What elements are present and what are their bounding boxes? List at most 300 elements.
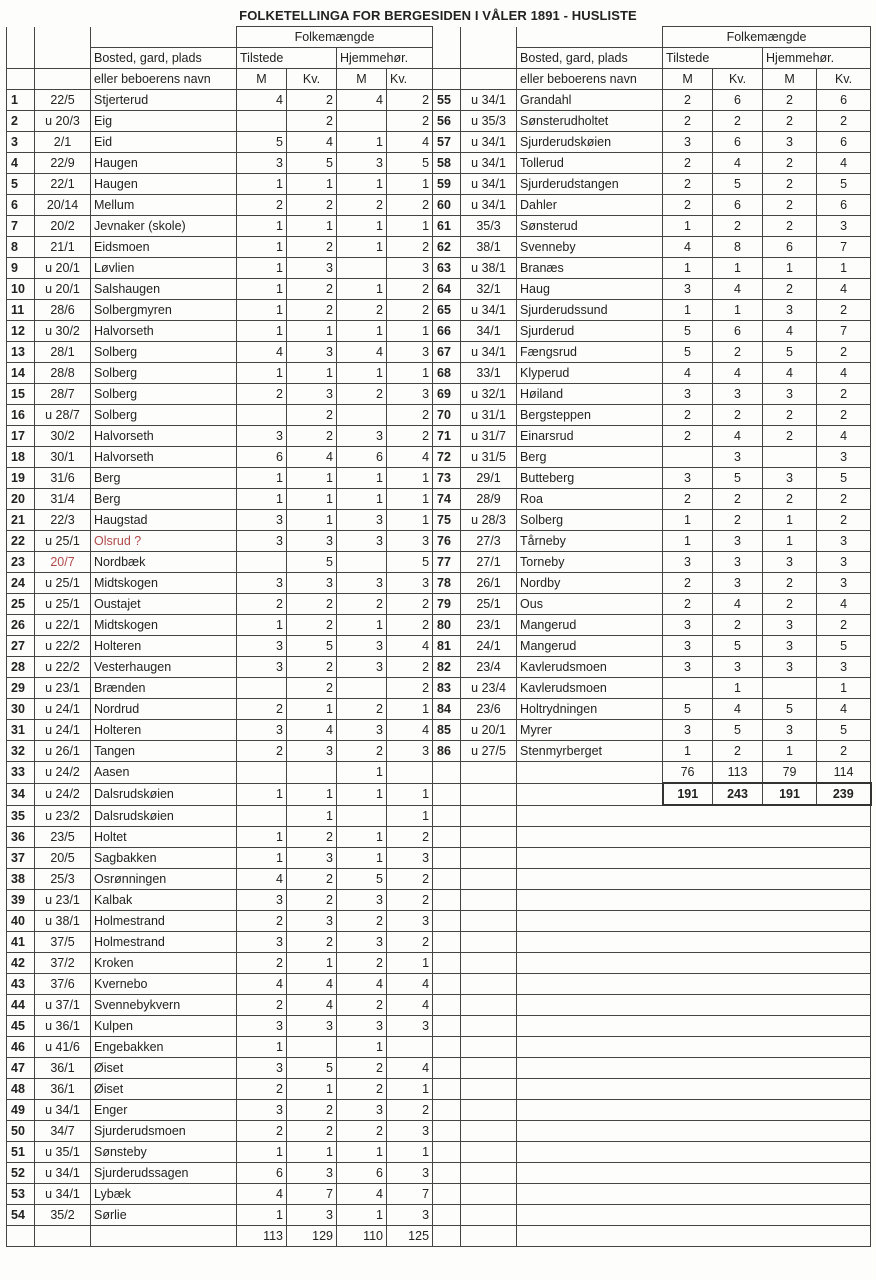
tilstede-m: 4 (663, 237, 713, 258)
matrikkel-number: u 34/1 (461, 90, 517, 111)
tilstede-m: 1 (237, 216, 287, 237)
blank-cell (461, 1184, 517, 1205)
hjemmehor-kv: 3 (387, 531, 433, 552)
tilstede-m: 2 (663, 111, 713, 132)
tilstede-m: 2 (663, 426, 713, 447)
blank-cell (461, 762, 517, 784)
hjemmehor-m: 2 (337, 195, 387, 216)
total-hjemmehor-m: 110 (337, 1226, 387, 1247)
matrikkel-number: 37/2 (35, 953, 91, 974)
hjemmehor-kv: 3 (817, 552, 871, 573)
hjemmehor-kv: 2 (817, 489, 871, 510)
table-row (7, 531, 871, 552)
tilstede-m: 4 (237, 1184, 287, 1205)
table-row (7, 279, 871, 300)
tilstede-m: 1 (237, 1205, 287, 1226)
matrikkel-number: 30/1 (35, 447, 91, 468)
row-number: 41 (7, 932, 35, 953)
matrikkel-number: u 28/3 (461, 510, 517, 531)
tilstede-kv: 4 (287, 720, 337, 741)
place-name: Kroken (91, 953, 237, 974)
table-row (7, 153, 871, 174)
blank-cell (461, 869, 517, 890)
hjemmehor-kv: 3 (387, 342, 433, 363)
tilstede-m: 1 (237, 827, 287, 848)
tilstede-kv: 2 (287, 932, 337, 953)
tilstede-kv: 3 (287, 573, 337, 594)
place-name: Dahler (517, 195, 663, 216)
tilstede-m: 1 (237, 237, 287, 258)
tilstede-m: 2 (237, 594, 287, 615)
row-number: 30 (7, 699, 35, 720)
table-row (7, 869, 871, 890)
matrikkel-number: 25/3 (35, 869, 91, 890)
tilstede-m: 1 (237, 848, 287, 869)
tilstede-m: 2 (663, 573, 713, 594)
tilstede-kv: 3 (287, 741, 337, 762)
row-number: 69 (433, 384, 461, 405)
tilstede-m: 4 (237, 974, 287, 995)
row-number: 33 (7, 762, 35, 784)
hjemmehor-m: 1 (337, 237, 387, 258)
tilstede-kv: 4 (713, 279, 763, 300)
place-name: Halvorseth (91, 426, 237, 447)
tilstede-m: 2 (237, 911, 287, 932)
row-number: 81 (433, 636, 461, 657)
blank-cell (433, 1121, 461, 1142)
hjemmehor-kv: 3 (817, 447, 871, 468)
matrikkel-number: 33/1 (461, 363, 517, 384)
tilstede-kv: 4 (713, 699, 763, 720)
place-name: Øiset (91, 1079, 237, 1100)
tilstede-m: 2 (237, 995, 287, 1016)
hjemmehor-m: 2 (337, 1058, 387, 1079)
kv-header: Kv. (817, 69, 871, 90)
row-number: 5 (7, 174, 35, 195)
hjemmehor-m: 4 (337, 342, 387, 363)
matrikkel-number: 28/1 (35, 342, 91, 363)
tilstede-kv: 4 (713, 153, 763, 174)
kv-header: Kv. (287, 69, 337, 90)
hjemmehor-m: 4 (337, 90, 387, 111)
table-row (7, 741, 871, 762)
hjemmehor-kv: 3 (387, 573, 433, 594)
blank-cell (517, 1184, 871, 1205)
place-name: Dalsrudskøien (91, 805, 237, 827)
hjemmehor-m: 3 (763, 468, 817, 489)
blank-cell (461, 1100, 517, 1121)
matrikkel-number: u 20/1 (35, 279, 91, 300)
hjemmehor-m: 2 (763, 405, 817, 426)
row-number: 63 (433, 258, 461, 279)
tilstede-m: 1 (663, 510, 713, 531)
row-number: 84 (433, 699, 461, 720)
row-number: 70 (433, 405, 461, 426)
place-name: Aasen (91, 762, 237, 784)
matrikkel-number: u 20/1 (461, 720, 517, 741)
hjemmehor-m: 5 (337, 869, 387, 890)
blank-cell (461, 1205, 517, 1226)
hjemmehor-m: 5 (763, 699, 817, 720)
hjemmehor-header-left: Hjemmehør. (337, 48, 433, 69)
blank-cell (433, 911, 461, 932)
row-number: 79 (433, 594, 461, 615)
row-number: 24 (7, 573, 35, 594)
hjemmehor-kv: 2 (817, 615, 871, 636)
row-number: 82 (433, 657, 461, 678)
hjemmehor-kv: 1 (387, 510, 433, 531)
blank-cell (517, 932, 871, 953)
census-table (6, 26, 872, 1247)
tilstede-m: 1 (237, 468, 287, 489)
hjemmehor-m (763, 678, 817, 699)
matrikkel-number: 32/1 (461, 279, 517, 300)
blank-cell (433, 1184, 461, 1205)
place-name: Mangerud (517, 636, 663, 657)
blank-cell (461, 911, 517, 932)
hjemmehor-m: 1 (337, 827, 387, 848)
m-header: M (337, 69, 387, 90)
blank-cell (461, 805, 517, 827)
m-header: M (237, 69, 287, 90)
blank-cell (517, 911, 871, 932)
place-name: Olsrud ? (91, 531, 237, 552)
place-name: Solbergmyren (91, 300, 237, 321)
bosted-header-left: Bosted, gard, plads (91, 48, 237, 69)
tilstede-kv: 2 (713, 741, 763, 762)
blank-cell (517, 848, 871, 869)
hjemmehor-m: 2 (337, 995, 387, 1016)
hjemmehor-kv: 2 (387, 869, 433, 890)
blank-cell (517, 953, 871, 974)
hjemmehor-kv: 3 (387, 848, 433, 869)
tilstede-kv: 5 (287, 153, 337, 174)
place-name: Svennebykvern (91, 995, 237, 1016)
hjemmehor-m: 3 (763, 384, 817, 405)
total-tilstede-kv: 129 (287, 1226, 337, 1247)
hjemmehor-m: 2 (337, 300, 387, 321)
tilstede-kv: 3 (287, 911, 337, 932)
document-title: FOLKETELLINGA FOR BERGESIDEN I VÅLER 1891 - HUSLISTE (239, 8, 637, 23)
tilstede-m (237, 678, 287, 699)
hjemmehor-kv: 2 (387, 615, 433, 636)
blank-cell (517, 869, 871, 890)
table-row (7, 468, 871, 489)
tilstede-kv: 3 (713, 384, 763, 405)
hjemmehor-kv: 4 (817, 363, 871, 384)
matrikkel-number: 20/2 (35, 216, 91, 237)
table-row (7, 1184, 871, 1205)
place-name: Sønsterud (517, 216, 663, 237)
matrikkel-number: u 23/4 (461, 678, 517, 699)
place-name: Kavlerudsmoen (517, 678, 663, 699)
blank-cell (517, 783, 663, 805)
matrikkel-number: u 34/1 (461, 174, 517, 195)
hjemmehor-m: 2 (763, 594, 817, 615)
bosted-header-right: Bosted, gard, plads (517, 48, 663, 69)
hjemmehor-m: 3 (337, 510, 387, 531)
hjemmehor-kv: 1 (387, 468, 433, 489)
matrikkel-number: 36/1 (35, 1058, 91, 1079)
tilstede-kv: 4 (287, 995, 337, 1016)
hjemmehor-kv: 7 (817, 237, 871, 258)
table-row (7, 363, 871, 384)
hjemmehor-m: 2 (763, 489, 817, 510)
hjemmehor-kv: 2 (387, 90, 433, 111)
tilstede-m: 1 (237, 363, 287, 384)
tilstede-m: 3 (237, 510, 287, 531)
hjemmehor-m: 3 (763, 132, 817, 153)
blank-cell (433, 890, 461, 911)
place-name: Sønsterudholtet (517, 111, 663, 132)
matrikkel-number: u 20/3 (35, 111, 91, 132)
table-row (7, 321, 871, 342)
tilstede-m (663, 447, 713, 468)
hjemmehor-m: 4 (337, 1184, 387, 1205)
row-number: 12 (7, 321, 35, 342)
row-number: 54 (7, 1205, 35, 1226)
row-number: 71 (433, 426, 461, 447)
hjemmehor-m: 1 (337, 762, 387, 784)
blank-cell (433, 932, 461, 953)
table-row (7, 1121, 871, 1142)
table-row (7, 678, 871, 699)
hjemmehor-kv: 5 (387, 153, 433, 174)
row-number: 26 (7, 615, 35, 636)
right-total-hjemmehor-m: 79 (763, 762, 817, 784)
bosted-header-right-2: eller beboerens navn (517, 69, 663, 90)
blank-cell (461, 1079, 517, 1100)
tilstede-kv: 1 (287, 1079, 337, 1100)
matrikkel-number: 23/4 (461, 657, 517, 678)
hjemmehor-kv: 6 (817, 195, 871, 216)
blank-cell (517, 1121, 871, 1142)
table-row (7, 848, 871, 869)
place-name: Oustajet (91, 594, 237, 615)
blank-cell (433, 783, 461, 805)
hjemmehor-kv (387, 762, 433, 784)
hjemmehor-kv: 1 (387, 805, 433, 827)
hjemmehor-kv: 2 (387, 279, 433, 300)
matrikkel-number: u 37/1 (35, 995, 91, 1016)
matrikkel-number: u 32/1 (461, 384, 517, 405)
blank-cell (461, 890, 517, 911)
place-name: Nordrud (91, 699, 237, 720)
tilstede-m: 3 (237, 573, 287, 594)
matrikkel-number: u 34/1 (461, 342, 517, 363)
place-name: Kalbak (91, 890, 237, 911)
table-row (7, 174, 871, 195)
blank-cell (517, 1163, 871, 1184)
tilstede-kv: 3 (287, 258, 337, 279)
hjemmehor-kv: 4 (387, 636, 433, 657)
place-name: Eid (91, 132, 237, 153)
hjemmehor-kv: 1 (387, 489, 433, 510)
matrikkel-number: u 34/1 (35, 1100, 91, 1121)
table-row (7, 90, 871, 111)
table-row (7, 720, 871, 741)
tilstede-kv: 5 (287, 636, 337, 657)
place-name: Enger (91, 1100, 237, 1121)
matrikkel-number: u 34/1 (461, 195, 517, 216)
table-row (7, 384, 871, 405)
row-number: 42 (7, 953, 35, 974)
table-row (7, 573, 871, 594)
tilstede-kv: 2 (287, 678, 337, 699)
matrikkel-number: u 23/2 (35, 805, 91, 827)
table-row (7, 827, 871, 848)
right-total-tilstede-kv: 113 (713, 762, 763, 784)
matrikkel-number: 28/8 (35, 363, 91, 384)
hjemmehor-m: 1 (337, 1205, 387, 1226)
tilstede-m: 6 (237, 1163, 287, 1184)
matrikkel-number: u 20/1 (35, 258, 91, 279)
tilstede-m: 2 (663, 195, 713, 216)
tilstede-m: 3 (237, 1016, 287, 1037)
tilstede-kv: 4 (713, 594, 763, 615)
blank-cell (433, 1058, 461, 1079)
tilstede-kv: 5 (287, 552, 337, 573)
place-name: Sjurderud (517, 321, 663, 342)
row-number: 73 (433, 468, 461, 489)
tilstede-m: 3 (663, 720, 713, 741)
hjemmehor-m: 6 (337, 1163, 387, 1184)
matrikkel-number: 35/3 (461, 216, 517, 237)
hjemmehor-kv: 4 (817, 426, 871, 447)
hjemmehor-m: 1 (337, 132, 387, 153)
hjemmehor-kv: 2 (817, 741, 871, 762)
blank-cell (91, 1226, 237, 1247)
hjemmehor-m: 2 (337, 1121, 387, 1142)
row-number: 23 (7, 552, 35, 573)
hjemmehor-kv: 4 (387, 720, 433, 741)
matrikkel-number: 22/9 (35, 153, 91, 174)
hjemmehor-kv: 1 (817, 258, 871, 279)
hjemmehor-kv: 3 (387, 911, 433, 932)
table-row (7, 995, 871, 1016)
row-number: 14 (7, 363, 35, 384)
blank-cell (461, 1142, 517, 1163)
kv-header: Kv. (387, 69, 433, 90)
tilstede-kv: 2 (287, 869, 337, 890)
hjemmehor-m (337, 805, 387, 827)
place-name: Einarsrud (517, 426, 663, 447)
place-name: Solberg (517, 510, 663, 531)
place-name: Sjurderudssagen (91, 1163, 237, 1184)
tilstede-kv: 6 (713, 132, 763, 153)
tilstede-kv: 5 (713, 468, 763, 489)
matrikkel-number: 20/7 (35, 552, 91, 573)
matrikkel-number: 20/5 (35, 848, 91, 869)
blank-cell (461, 1121, 517, 1142)
tilstede-kv: 3 (287, 384, 337, 405)
hjemmehor-kv: 3 (817, 531, 871, 552)
hjemmehor-kv: 1 (817, 678, 871, 699)
tilstede-kv: 5 (713, 636, 763, 657)
blank-cell (461, 1016, 517, 1037)
hjemmehor-m: 2 (337, 953, 387, 974)
blank-cell (433, 1037, 461, 1058)
table-row (7, 953, 871, 974)
hjemmehor-kv: 1 (387, 699, 433, 720)
row-number: 60 (433, 195, 461, 216)
matrikkel-number: u 24/2 (35, 783, 91, 805)
place-name: Holteren (91, 720, 237, 741)
hjemmehor-header-right: Hjemmehør. (763, 48, 871, 69)
tilstede-kv: 1 (713, 300, 763, 321)
hjemmehor-m: 1 (763, 258, 817, 279)
tilstede-m: 4 (663, 363, 713, 384)
tilstede-m: 4 (237, 869, 287, 890)
tilstede-m (237, 552, 287, 573)
place-name: Halvorseth (91, 447, 237, 468)
hjemmehor-m: 3 (337, 890, 387, 911)
row-number: 83 (433, 678, 461, 699)
place-name: Nordbæk (91, 552, 237, 573)
blank-cell (433, 1142, 461, 1163)
row-number: 66 (433, 321, 461, 342)
place-name: Fængsrud (517, 342, 663, 363)
place-name: Klyperud (517, 363, 663, 384)
hjemmehor-m: 1 (763, 531, 817, 552)
tilstede-m: 3 (663, 615, 713, 636)
row-number: 40 (7, 911, 35, 932)
row-number: 19 (7, 468, 35, 489)
row-number: 10 (7, 279, 35, 300)
tilstede-m: 2 (237, 953, 287, 974)
matrikkel-number: 23/5 (35, 827, 91, 848)
hjemmehor-m: 1 (337, 1142, 387, 1163)
hjemmehor-m: 2 (763, 573, 817, 594)
tilstede-kv: 2 (287, 615, 337, 636)
blank-cell (517, 805, 871, 827)
row-number: 1 (7, 90, 35, 111)
matrikkel-number: u 31/1 (461, 405, 517, 426)
hjemmehor-m (337, 405, 387, 426)
tilstede-kv: 2 (287, 890, 337, 911)
blank-cell (7, 1226, 35, 1247)
matrikkel-number: 2/1 (35, 132, 91, 153)
tilstede-m (237, 111, 287, 132)
matrikkel-number: u 31/7 (461, 426, 517, 447)
matrikkel-number: 23/1 (461, 615, 517, 636)
row-number: 44 (7, 995, 35, 1016)
hjemmehor-m: 2 (763, 426, 817, 447)
hjemmehor-m: 3 (763, 657, 817, 678)
place-name: Solberg (91, 405, 237, 426)
hjemmehor-m: 5 (763, 342, 817, 363)
tilstede-m: 4 (237, 90, 287, 111)
hjemmehor-m (763, 447, 817, 468)
matrikkel-number: 31/6 (35, 468, 91, 489)
blank-cell (433, 805, 461, 827)
hjemmehor-kv: 6 (817, 90, 871, 111)
blank-cell (433, 1016, 461, 1037)
hjemmehor-m: 3 (337, 636, 387, 657)
header-row-1 (7, 27, 871, 48)
table-row (7, 615, 871, 636)
place-name: Brænden (91, 678, 237, 699)
row-number: 85 (433, 720, 461, 741)
hjemmehor-kv: 2 (817, 405, 871, 426)
place-name: Stjerterud (91, 90, 237, 111)
hjemmehor-m (337, 111, 387, 132)
tilstede-kv: 4 (287, 447, 337, 468)
tilstede-kv: 2 (287, 237, 337, 258)
tilstede-m: 3 (237, 426, 287, 447)
place-name: Holmestrand (91, 911, 237, 932)
tilstede-kv: 1 (287, 174, 337, 195)
